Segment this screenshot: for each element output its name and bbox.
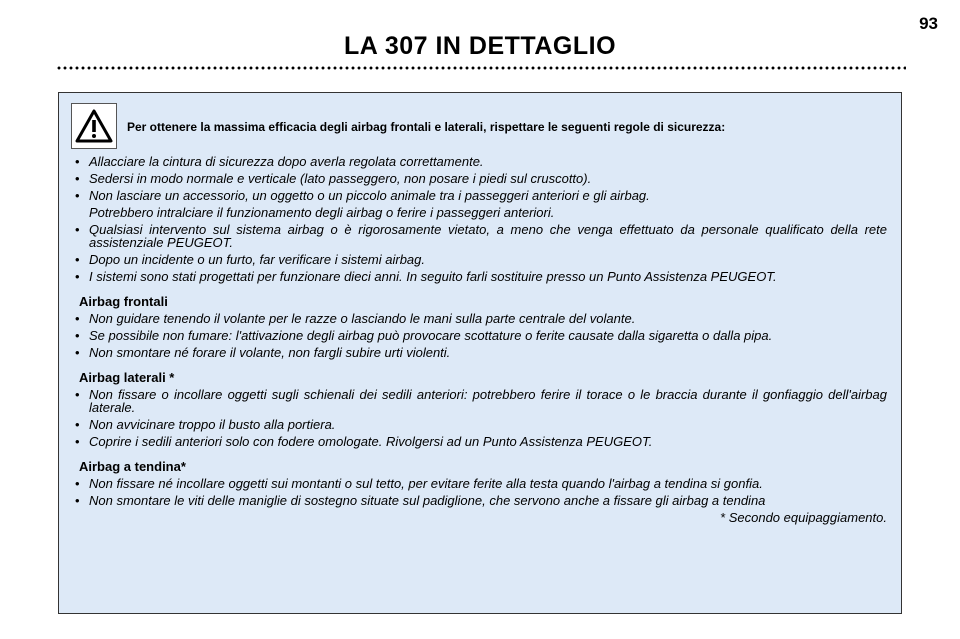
list-item: • Non lasciare un accessorio, un oggetto o un piccolo animale tra i passeggeri anteriori e gli airbag.: [73, 189, 887, 202]
page-title: LA 307 IN DETTAGLIO: [343, 32, 617, 60]
rule-continuation: Potrebbero intralciare il funzionamento degli airbag o ferire i passeggeri anteriori.: [89, 205, 555, 220]
list-item: • Dopo un incidente o un furto, far verificare i sistemi airbag.: [73, 253, 887, 266]
safety-warning-box: [58, 92, 902, 614]
section-title-airbag-frontali: Airbag frontali: [79, 294, 168, 309]
list-item: • Sedersi in modo normale e verticale (lato passeggero, non posare i piedi sul cruscotto).: [73, 172, 887, 185]
list-item: • Non smontare né forare il volante, non fargli subire urti violenti.: [73, 346, 887, 359]
list-item: • Allacciare la cintura di sicurezza dopo averla regolata correttamente.: [73, 155, 887, 168]
section-title-airbag-laterali: Airbag laterali *: [79, 370, 175, 385]
list-item: • Se possibile non fumare: l'attivazione degli airbag può provocare scottature o ferite causate dalla sigaretta o dalla pipa.: [73, 329, 887, 342]
list-item: • Coprire i sedili anteriori solo con fodere omologate. Rivolgersi ad un Punto Assistenza PEUGEOT.: [73, 435, 887, 448]
list-item: • Non fissare né incollare oggetti sui montanti o sul tetto, per evitare ferite alla testa quando l'airbag a tendina si gonfia.: [73, 477, 887, 490]
footnote: * Secondo equipaggiamento.: [720, 510, 887, 525]
warning-heading: Per ottenere la massima efficacia degli airbag frontali e laterali, rispettare le seguenti regole di sicurezza:: [127, 120, 726, 134]
section-title-airbag-tendina: Airbag a tendina*: [79, 459, 186, 474]
airbag-laterali-list: [73, 388, 887, 448]
general-rules-list: [73, 155, 887, 202]
list-item: • Non smontare le viti delle maniglie di sostegno situate sul padiglione, che servono anche a fissare gli airbag a tendina: [73, 494, 887, 507]
warning-triangle-icon: [71, 103, 117, 149]
list-item: • Qualsiasi intervento sul sistema airbag o è rigorosamente vietato, a meno che venga effettuato da personale qualificato della rete assistenziale PEUGEOT.: [73, 223, 887, 249]
list-item: • Non avvicinare troppo il busto alla portiera.: [73, 418, 887, 431]
general-rules-list-more: [73, 223, 887, 283]
page-number: 93: [919, 14, 938, 33]
rules-content: [73, 155, 887, 524]
list-item: • Non guidare tenendo il volante per le razze o lasciando le mani sulla parte centrale del volante.: [73, 312, 887, 325]
list-item: • I sistemi sono stati progettati per funzionare dieci anni. In seguito farli sostituire presso un Punto Assistenza PEUGEOT.: [73, 270, 887, 283]
airbag-tendina-list: [73, 477, 887, 507]
list-item: • Non fissare o incollare oggetti sugli schienali dei sedili anteriori: potrebbero ferire il torace o le braccia durante il gonfiaggio dell'airbag laterale.: [73, 388, 887, 414]
dotted-divider: [56, 66, 906, 70]
airbag-frontali-list: [73, 312, 887, 359]
